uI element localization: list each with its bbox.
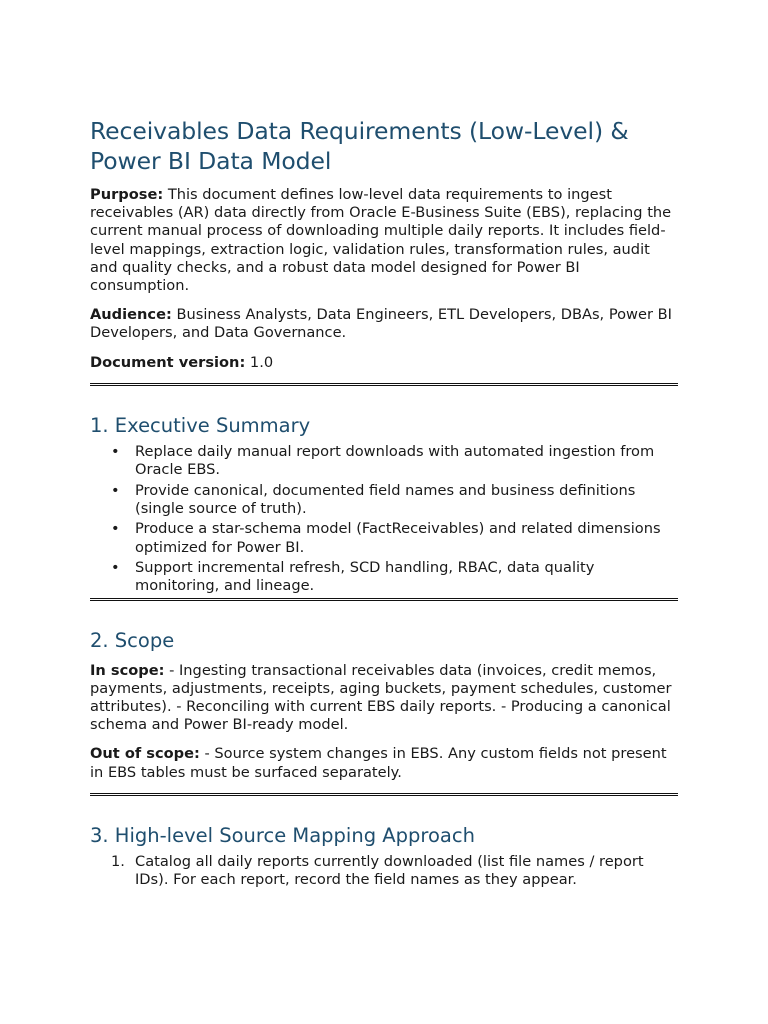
version-text: 1.0 [245,353,274,371]
purpose-label: Purpose: [90,186,164,203]
list-item: • Support incremental refresh, SCD handling, RBAC, data quality monitoring, and lineage. [111,559,595,595]
list-item: • Provide canonical, documented field names and business definitions (single source of truth). [111,481,636,517]
document-title: Receivables Data Requirements (Low-Level) & Power BI Data Model [90,117,629,175]
section-heading-executive-summary: 1. Executive Summary [90,413,311,437]
list-item: • Replace daily manual report downloads with automated ingestion from Oracle EBS. [111,442,655,479]
executive-summary-list [90,443,678,596]
bullet-glyph: • [111,520,120,538]
in-scope-label: In scope: [90,661,165,679]
version-paragraph [90,354,678,372]
section-divider [90,383,678,386]
bullet-glyph: • [111,559,120,577]
section-divider [90,793,678,796]
section-heading-source-mapping: 3. High-level Source Mapping Approach [90,823,475,847]
out-of-scope-paragraph [90,745,678,781]
document-page [90,116,678,889]
list-item: 1. Catalog all daily reports currently downloaded (list file names / report IDs). For each report, record the field names as they appear. [111,852,644,889]
bullet-glyph: • [111,442,120,460]
purpose-text: This document defines low-level data requirements to ingest receivables (AR) data directly from Oracle E-Business Suite (EBS), replacing the current manual process of downloading multiple daily reports. It includes field-level mappings, extraction logic, validation rules, transformation rules, audit and quality checks, and a robust data model designed for Power BI consumption. [90,186,672,295]
list-item: • Produce a star-schema model (FactReceivables) and related dimensions optimized for Power BI. [111,520,661,556]
in-scope-text: - Ingesting transactional receivables data (invoices, credit memos, payments, adjustments, receipts, aging buckets, payment schedules, customer attributes). - Reconciling with current EBS daily reports. - Producing a canonical schema and Power BI-ready model. [90,661,672,734]
out-of-scope-text: - Source system changes in EBS. Any custom fields not present in EBS tables must be surfaced separately. [90,745,667,781]
section-divider [90,598,678,601]
audience-label: Audience: [90,306,172,324]
audience-paragraph [90,306,678,342]
section-heading-scope: 2. Scope [90,628,175,652]
audience-text: Business Analysts, Data Engineers, ETL Developers, DBAs, Power BI Developers, and Data Governance. [90,306,672,342]
purpose-paragraph [90,186,678,295]
in-scope-paragraph [90,662,678,735]
bullet-glyph: • [111,481,120,499]
list-number: 1. [111,852,125,870]
version-label: Document version: [90,353,246,371]
source-mapping-list [90,853,678,889]
out-of-scope-label: Out of scope: [90,745,200,763]
